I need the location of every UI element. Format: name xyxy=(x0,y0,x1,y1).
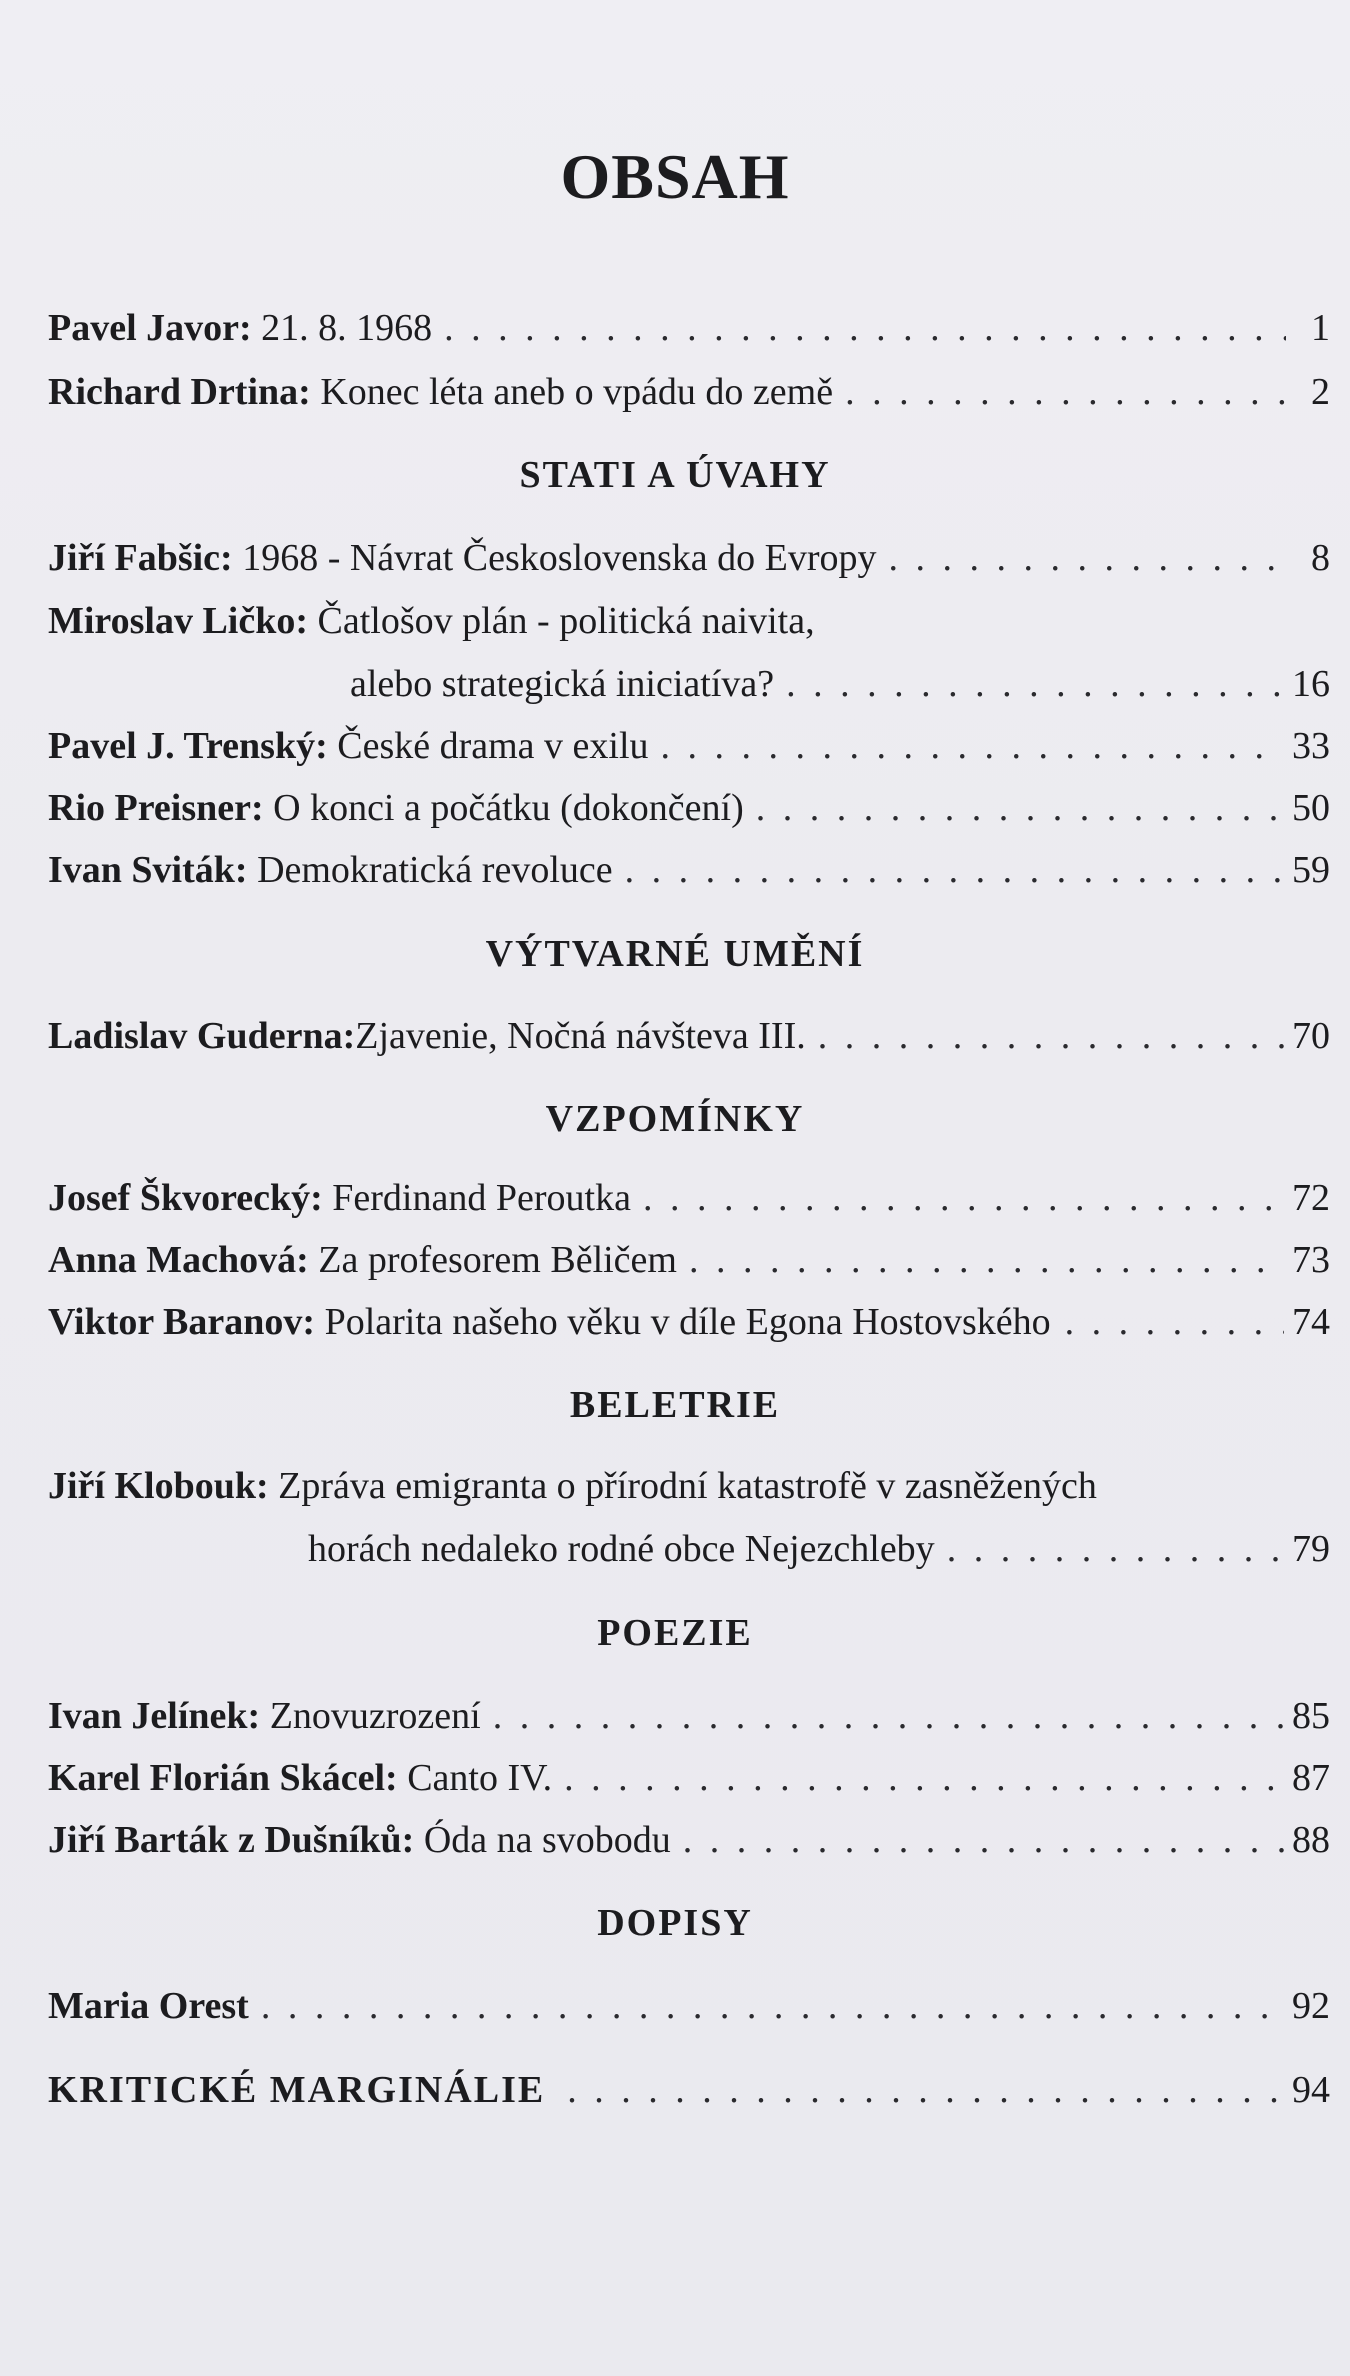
toc-work-title: Znovuzrození xyxy=(269,1695,481,1737)
toc-page-number: 1 xyxy=(1311,307,1330,349)
dot-leader xyxy=(261,1984,1284,2028)
toc-author: Karel Florián Skácel: xyxy=(48,1757,398,1799)
toc-work-title: Konec léta aneb o vpádu do země xyxy=(320,371,834,413)
toc-entry-continuation xyxy=(308,1527,1330,1571)
toc-work-title: Za profesorem Běličem xyxy=(318,1239,677,1281)
section-heading-kriticke-marginalie: KRITICKÉ MARGINÁLIE xyxy=(48,2069,546,2111)
toc-page-number: 94 xyxy=(1292,2069,1330,2111)
toc-author: Anna Machová: xyxy=(48,1239,309,1281)
toc-entry xyxy=(48,1176,1330,1220)
toc-author: Pavel J. Trenský: xyxy=(48,725,328,767)
dot-leader xyxy=(756,786,1284,830)
dot-leader xyxy=(947,1527,1284,1571)
dot-leader xyxy=(643,1176,1284,1220)
toc-entry xyxy=(48,1464,1330,1508)
dot-leader xyxy=(625,848,1284,892)
toc-work-title: 21. 8. 1968 xyxy=(261,307,433,349)
toc-author: Pavel Javor: xyxy=(48,307,252,349)
toc-work-title: Ferdinand Peroutka xyxy=(332,1177,631,1219)
toc-work-title-continued: horách nedaleko rodné obce Nejezchleby xyxy=(308,1528,935,1570)
toc-author: Maria Orest xyxy=(48,1985,249,2027)
toc-page-number: 70 xyxy=(1292,1015,1330,1057)
toc-entry xyxy=(48,599,1330,643)
page-title: OBSAH xyxy=(560,141,790,212)
toc-work-title: Zjavenie, Nočná návšteva III. xyxy=(355,1015,806,1057)
toc-entry xyxy=(48,1238,1330,1282)
toc-page-number: 2 xyxy=(1311,371,1330,413)
toc-work-title-continued: alebo strategická iniciatíva? xyxy=(350,663,775,705)
toc-page-number: 8 xyxy=(1311,537,1330,579)
toc-author: Josef Škvorecký: xyxy=(48,1177,323,1219)
toc-entry xyxy=(48,370,1330,414)
toc-author: Jiří Klobouk: xyxy=(48,1465,269,1507)
toc-entry xyxy=(48,848,1330,892)
toc-work-title: Zpráva emigranta o přírodní katastrofě v zasněžených xyxy=(278,1465,1097,1507)
toc-work-title: Polarita našeho věku v díle Egona Hostovského xyxy=(324,1301,1051,1343)
toc-page-number: 74 xyxy=(1292,1301,1330,1343)
dot-leader xyxy=(661,724,1284,768)
toc-author: Jiří Fabšic: xyxy=(48,537,233,579)
toc-work-title: Canto IV. xyxy=(407,1757,553,1799)
toc-author: Miroslav Ličko: xyxy=(48,600,309,642)
toc-entry xyxy=(48,306,1330,350)
section-heading-dopisy: DOPISY xyxy=(597,1902,753,1944)
section-heading-vzpominky: VZPOMÍNKY xyxy=(545,1098,805,1140)
dot-leader xyxy=(786,662,1284,706)
toc-author: Viktor Baranov: xyxy=(48,1301,316,1343)
toc-author: Ivan Jelínek: xyxy=(48,1695,261,1737)
dot-leader xyxy=(818,1014,1284,1058)
section-heading-vytvarne-umeni: VÝTVARNÉ UMĚNÍ xyxy=(485,933,865,975)
toc-author: Jiří Barták z Dušníků: xyxy=(48,1819,415,1861)
toc-page-number: 72 xyxy=(1292,1177,1330,1219)
section-heading-poezie: POEZIE xyxy=(597,1612,753,1654)
toc-page-number: 92 xyxy=(1292,1985,1330,2027)
toc-page-number: 79 xyxy=(1292,1528,1330,1570)
toc-work-title: Óda na svobodu xyxy=(423,1819,671,1861)
toc-work-title: Čatlošov plán - politická naivita, xyxy=(317,600,815,642)
toc-entry-continuation xyxy=(350,662,1330,706)
toc-page-number: 85 xyxy=(1292,1695,1330,1737)
toc-entry xyxy=(48,1818,1330,1862)
toc-page-number: 88 xyxy=(1292,1819,1330,1861)
toc-entry xyxy=(48,786,1330,830)
toc-page-number: 87 xyxy=(1292,1757,1330,1799)
dot-leader xyxy=(1065,1300,1284,1344)
toc-entry xyxy=(48,536,1330,580)
dot-leader xyxy=(689,1238,1284,1282)
toc-work-title: 1968 - Návrat Československa do Evropy xyxy=(242,537,877,579)
toc-page-number: 33 xyxy=(1292,725,1330,767)
toc-work-title: O konci a počátku (dokončení) xyxy=(273,787,744,829)
dot-leader xyxy=(564,1756,1284,1800)
toc-entry xyxy=(48,1984,1330,2028)
toc-page-number: 50 xyxy=(1292,787,1330,829)
toc-author: Richard Drtina: xyxy=(48,371,311,413)
toc-entry-kriticke-marginalie xyxy=(48,2068,1330,2112)
section-heading-stati: STATI A ÚVAHY xyxy=(519,454,831,496)
dot-leader xyxy=(493,1694,1284,1738)
toc-page-number: 59 xyxy=(1292,849,1330,891)
toc-work-title: Demokratická revoluce xyxy=(257,849,613,891)
toc-author: Ladislav Guderna: xyxy=(48,1015,356,1057)
dot-leader xyxy=(567,2068,1284,2112)
toc-page-number: 16 xyxy=(1292,663,1330,705)
dot-leader xyxy=(683,1818,1284,1862)
toc-entry xyxy=(48,1014,1330,1058)
toc-author: Rio Preisner: xyxy=(48,787,264,829)
dot-leader xyxy=(444,306,1286,350)
toc-entry xyxy=(48,1694,1330,1738)
toc-work-title: České drama v exilu xyxy=(337,725,649,767)
toc-entry xyxy=(48,1756,1330,1800)
toc-page-number: 73 xyxy=(1292,1239,1330,1281)
toc-author: Ivan Sviták: xyxy=(48,849,248,891)
dot-leader xyxy=(845,370,1286,414)
toc-entry xyxy=(48,1300,1330,1344)
toc-entry xyxy=(48,724,1330,768)
dot-leader xyxy=(888,536,1286,580)
section-heading-beletrie: BELETRIE xyxy=(569,1384,781,1426)
